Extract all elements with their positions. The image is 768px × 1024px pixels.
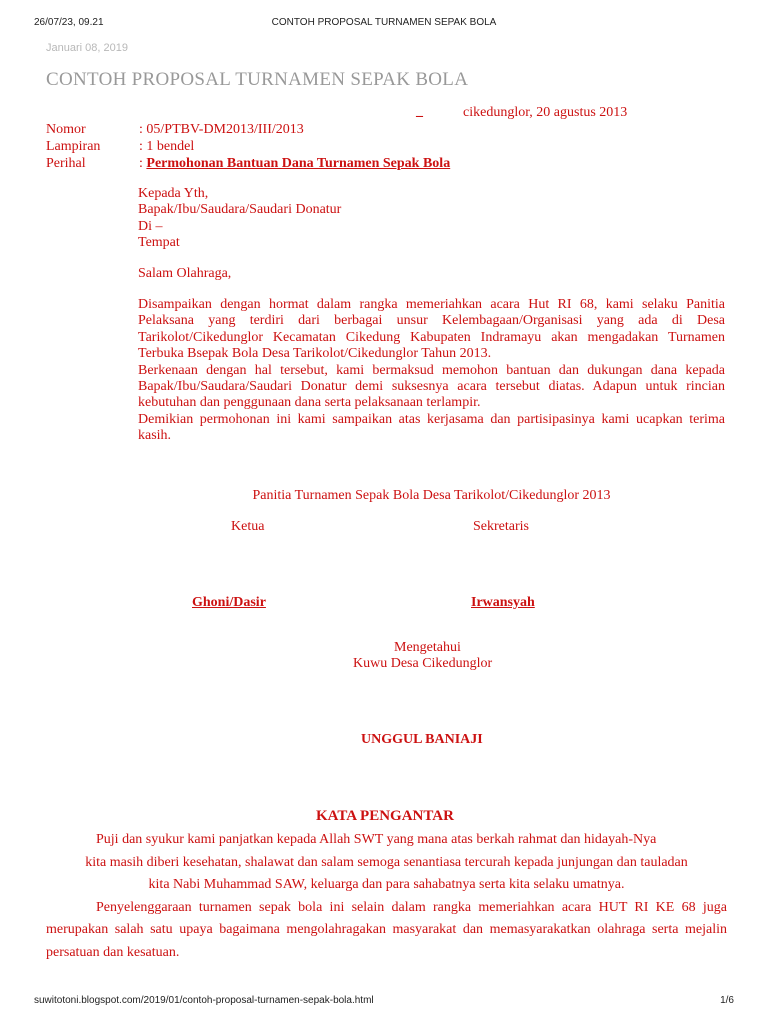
letter-greeting: Salam Olahraga, bbox=[138, 266, 232, 281]
address-line: Di – bbox=[138, 219, 163, 234]
body-paragraph: Disampaikan dengan hormat dalam rangka memeriahkan acara Hut RI 68, kami selaku Panitia Pelaksana yang terdiri dari berbagai unsur Kelembagaan/Organisasi yang ada di Desa Tarikolot/Cikedunglor Kecamatan Cikedung Kabupaten Indramayu akan mengadakan Turnamen Terbuka Bsepak Bola Desa Tarikolot/Cikedunglor Tahun 2013. bbox=[138, 297, 725, 362]
foreword-body bbox=[46, 829, 727, 965]
foreword-heading: KATA PENGANTAR bbox=[316, 808, 454, 824]
underscore-mark: _ bbox=[416, 104, 423, 119]
foreword-line: kita Nabi Muhammad SAW, keluarga dan para sahabatnya serta kita selaku umatnya. bbox=[148, 877, 625, 893]
chair-label: Ketua bbox=[231, 519, 265, 534]
meta-value-nomor: : 05/PTBV-DM2013/III/2013 bbox=[139, 122, 304, 137]
print-page-number: 1/6 bbox=[720, 995, 734, 1006]
address-line: Bapak/Ibu/Saudara/Saudari Donatur bbox=[138, 202, 342, 217]
acknowledged-label: Mengetahui bbox=[394, 640, 461, 655]
address-line: Tempat bbox=[138, 235, 180, 250]
secretary-name: Irwansyah bbox=[471, 595, 535, 610]
body-paragraph: Demikian permohonan ini kami sampaikan atas kerjasama dan partisipasinya kami ucapkan terima kasih. bbox=[138, 411, 725, 444]
letter-body bbox=[138, 297, 725, 445]
chair-name: Ghoni/Dasir bbox=[192, 595, 266, 610]
secretary-label: Sekretaris bbox=[473, 519, 529, 534]
foreword-line: kita masih diberi kesehatan, shalawat dan salam semoga senantiasa tercurah kepada junjungan dan tauladan bbox=[85, 854, 688, 870]
letter-place-date: cikedunglor, 20 agustus 2013 bbox=[463, 105, 628, 120]
print-timestamp: 26/07/23, 09.21 bbox=[34, 17, 104, 28]
meta-label-lampiran: Lampiran bbox=[46, 139, 101, 154]
meta-label-nomor: Nomor bbox=[46, 122, 86, 137]
meta-value-perihal bbox=[139, 156, 450, 172]
foreword-text: Penyelenggaraan turnamen sepak bola ini selain dalam rangka memeriahkan acara HUT RI KE 68 juga merupakan salah satu upaya bagaimana mengolahragakan masyarakat dan memasyarakatkan olahraga serta mejalin persatuan dan kesatuan. bbox=[46, 899, 727, 960]
foreword-paragraph bbox=[46, 897, 727, 965]
perihal-subject: Permohonan Bantuan Dana Turnamen Sepak Bola bbox=[146, 156, 451, 171]
perihal-colon: : bbox=[139, 156, 147, 171]
foreword-line bbox=[46, 829, 727, 852]
meta-label-perihal: Perihal bbox=[46, 156, 86, 171]
village-head-title: Kuwu Desa Cikedunglor bbox=[353, 656, 493, 671]
print-url: suwitotoni.blogspot.com/2019/01/contoh-proposal-turnamen-sepak-bola.html bbox=[34, 995, 374, 1006]
body-paragraph: Berkenaan dengan hal tersebut, kami bermaksud memohon bantuan dan dukungan dana kepada Bapak/Ibu/Saudara/Saudari Donatur demi suksesnya acara tersebut diatas. Adapun untuk rincian kebutuhan dan penggunaan dana serta pelaksanaan terlampir. bbox=[138, 362, 725, 411]
village-head-name: UNGGUL BANIAJI bbox=[361, 732, 483, 747]
print-page-title: CONTOH PROPOSAL TURNAMEN SEPAK BOLA bbox=[271, 17, 497, 28]
meta-value-lampiran: : 1 bendel bbox=[139, 139, 195, 154]
post-date: Januari 08, 2019 bbox=[46, 42, 128, 54]
committee-name: Panitia Turnamen Sepak Bola Desa Tarikolot/Cikedunglor 2013 bbox=[252, 488, 611, 503]
address-line: Kepada Yth, bbox=[138, 186, 209, 201]
foreword-text: Puji dan syukur kami panjatkan kepada Allah SWT yang mana atas berkah rahmat dan hidayah-Nya bbox=[96, 832, 657, 847]
post-title[interactable]: CONTOH PROPOSAL TURNAMEN SEPAK BOLA bbox=[46, 69, 469, 90]
